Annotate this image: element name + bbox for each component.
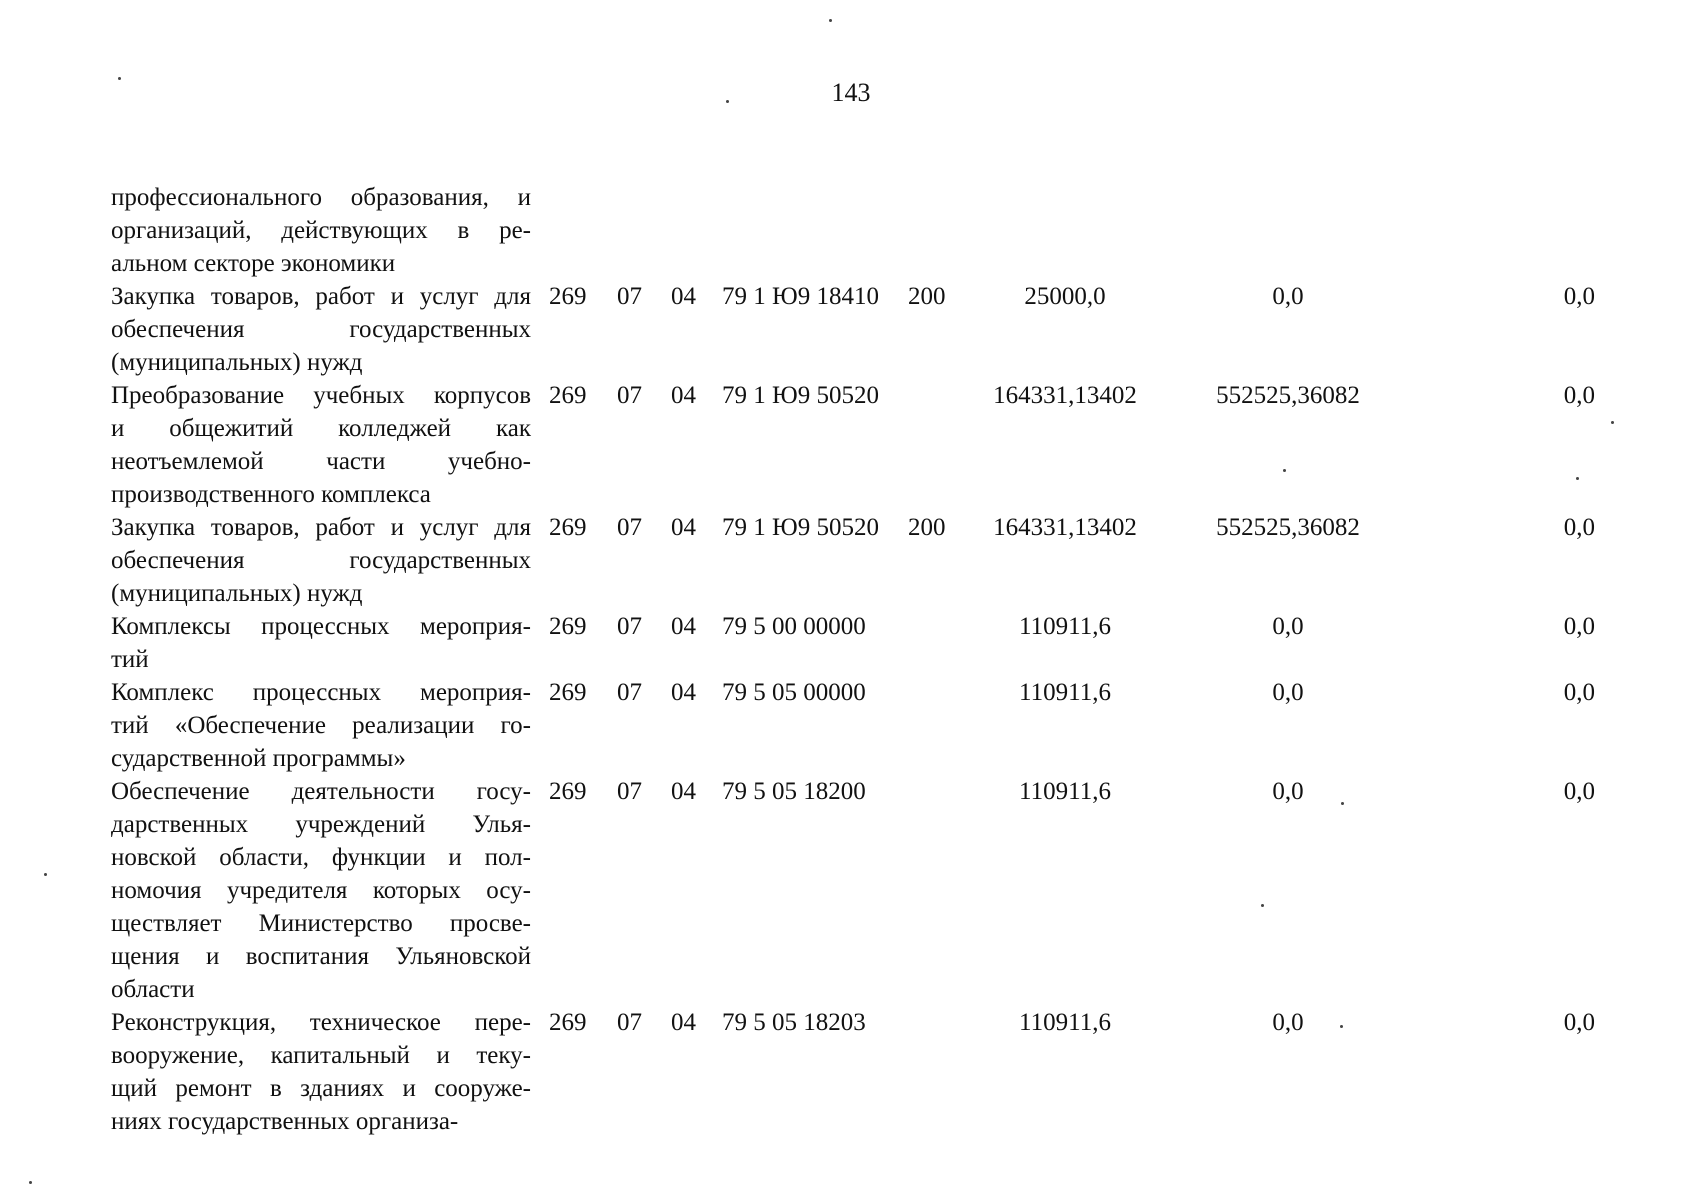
expense-type-code: 200 <box>908 283 946 310</box>
description-line: Комплекс процессных мероприя- <box>111 679 531 706</box>
table-row <box>0 379 1696 511</box>
scan-speck <box>1341 802 1344 805</box>
target-article-code: 79 1 Ю9 50520 <box>722 382 879 409</box>
amount-year-2: 0,0 <box>1272 613 1304 640</box>
target-article-code: 79 1 Ю9 18410 <box>722 283 879 310</box>
description-line: и общежитий колледжей как <box>111 415 531 442</box>
scan-speck <box>44 873 47 876</box>
description-line: ществляет Министерство просве- <box>111 910 531 937</box>
table-row <box>0 610 1696 676</box>
target-article-code: 79 1 Ю9 50520 <box>722 514 879 541</box>
ministry-code: 269 <box>549 613 587 640</box>
scan-speck <box>829 19 832 22</box>
amount-year-1: 110911,6 <box>1019 1009 1111 1036</box>
scan-speck <box>1340 1025 1343 1028</box>
description-line: щения и воспитания Ульяновской <box>111 943 531 970</box>
section-code: 07 <box>617 1009 642 1036</box>
description-line: обеспечения государственных <box>111 547 531 574</box>
amount-year-3: 0,0 <box>1563 382 1595 409</box>
amount-year-1: 110911,6 <box>1019 679 1111 706</box>
amount-year-2: 0,0 <box>1272 679 1304 706</box>
amount-year-1: 164331,13402 <box>993 382 1137 409</box>
target-article-code: 79 5 05 18200 <box>722 778 866 805</box>
scan-speck <box>1261 904 1264 907</box>
amount-year-3: 0,0 <box>1563 283 1595 310</box>
ministry-code: 269 <box>549 778 587 805</box>
scan-speck <box>1611 421 1614 424</box>
amount-year-2: 552525,36082 <box>1216 514 1360 541</box>
table-row <box>0 775 1696 1006</box>
subsection-code: 04 <box>671 679 696 706</box>
section-code: 07 <box>617 382 642 409</box>
description-line: Комплексы процессных мероприя- <box>111 613 531 640</box>
row-description <box>111 379 531 511</box>
description-line: Закупка товаров, работ и услуг для <box>111 514 531 541</box>
description-line: щий ремонт в зданиях и сооруже- <box>111 1075 531 1102</box>
description-line: альном секторе экономики <box>111 250 396 277</box>
section-code: 07 <box>617 613 642 640</box>
row-description <box>111 1006 531 1138</box>
scan-speck <box>1283 469 1286 472</box>
ministry-code: 269 <box>549 514 587 541</box>
row-description <box>111 610 531 676</box>
amount-year-2: 0,0 <box>1272 1009 1304 1036</box>
subsection-code: 04 <box>671 283 696 310</box>
target-article-code: 79 5 05 18203 <box>722 1009 866 1036</box>
subsection-code: 04 <box>671 778 696 805</box>
description-line: тий <box>111 646 149 673</box>
amount-year-1: 25000,0 <box>1024 283 1106 310</box>
target-article-code: 79 5 05 00000 <box>722 679 866 706</box>
subsection-code: 04 <box>671 613 696 640</box>
amount-year-2: 0,0 <box>1272 283 1304 310</box>
description-line: дарственных учреждений Улья- <box>111 811 531 838</box>
description-line: области <box>111 976 195 1003</box>
description-line: Реконструкция, техническое пере- <box>111 1009 531 1036</box>
amount-year-3: 0,0 <box>1563 613 1595 640</box>
description-line: неотъемлемой части учебно- <box>111 448 531 475</box>
amount-year-3: 0,0 <box>1563 1009 1595 1036</box>
subsection-code: 04 <box>671 514 696 541</box>
description-line: Обеспечение деятельности госу- <box>111 778 531 805</box>
scan-speck <box>29 1181 32 1184</box>
amount-year-3: 0,0 <box>1563 679 1595 706</box>
description-line: Закупка товаров, работ и услуг для <box>111 283 531 310</box>
row-description <box>111 775 531 1006</box>
ministry-code: 269 <box>549 679 587 706</box>
amount-year-3: 0,0 <box>1563 514 1595 541</box>
amount-year-2: 0,0 <box>1272 778 1304 805</box>
amount-year-1: 164331,13402 <box>993 514 1137 541</box>
table-row <box>0 676 1696 775</box>
scan-speck <box>726 100 729 103</box>
ministry-code: 269 <box>549 283 587 310</box>
section-code: 07 <box>617 778 642 805</box>
description-line: обеспечения государственных <box>111 316 531 343</box>
table-row <box>0 1006 1696 1138</box>
expense-type-code: 200 <box>908 514 946 541</box>
row-description <box>111 511 531 610</box>
amount-year-3: 0,0 <box>1563 778 1595 805</box>
row-description <box>111 181 531 280</box>
description-line: организаций, действующих в ре- <box>111 217 531 244</box>
target-article-code: 79 5 00 00000 <box>722 613 866 640</box>
ministry-code: 269 <box>549 382 587 409</box>
description-line: ниях государственных организа- <box>111 1108 459 1135</box>
description-line: профессионального образования, и <box>111 184 531 211</box>
amount-year-2: 552525,36082 <box>1216 382 1360 409</box>
section-code: 07 <box>617 283 642 310</box>
description-line: Преобразование учебных корпусов <box>111 382 531 409</box>
row-description <box>111 280 531 379</box>
amount-year-1: 110911,6 <box>1019 778 1111 805</box>
scan-speck <box>118 77 121 80</box>
ministry-code: 269 <box>549 1009 587 1036</box>
section-code: 07 <box>617 514 642 541</box>
description-line: новской области, функции и пол- <box>111 844 531 871</box>
table-row <box>0 181 1696 280</box>
description-line: тий «Обеспечение реализации го- <box>111 712 531 739</box>
description-line: сударственной программы» <box>111 745 406 772</box>
budget-table <box>0 181 1696 1138</box>
subsection-code: 04 <box>671 1009 696 1036</box>
description-line: производственного комплекса <box>111 481 431 508</box>
table-row <box>0 280 1696 379</box>
subsection-code: 04 <box>671 382 696 409</box>
table-row <box>0 511 1696 610</box>
row-description <box>111 676 531 775</box>
description-line: вооружение, капитальный и теку- <box>111 1042 531 1069</box>
section-code: 07 <box>617 679 642 706</box>
description-line: (муниципальных) нужд <box>111 349 363 376</box>
description-line: (муниципальных) нужд <box>111 580 363 607</box>
page-number: 143 <box>831 78 871 107</box>
amount-year-1: 110911,6 <box>1019 613 1111 640</box>
scan-speck <box>1576 477 1579 480</box>
description-line: номочия учредителя которых осу- <box>111 877 531 904</box>
